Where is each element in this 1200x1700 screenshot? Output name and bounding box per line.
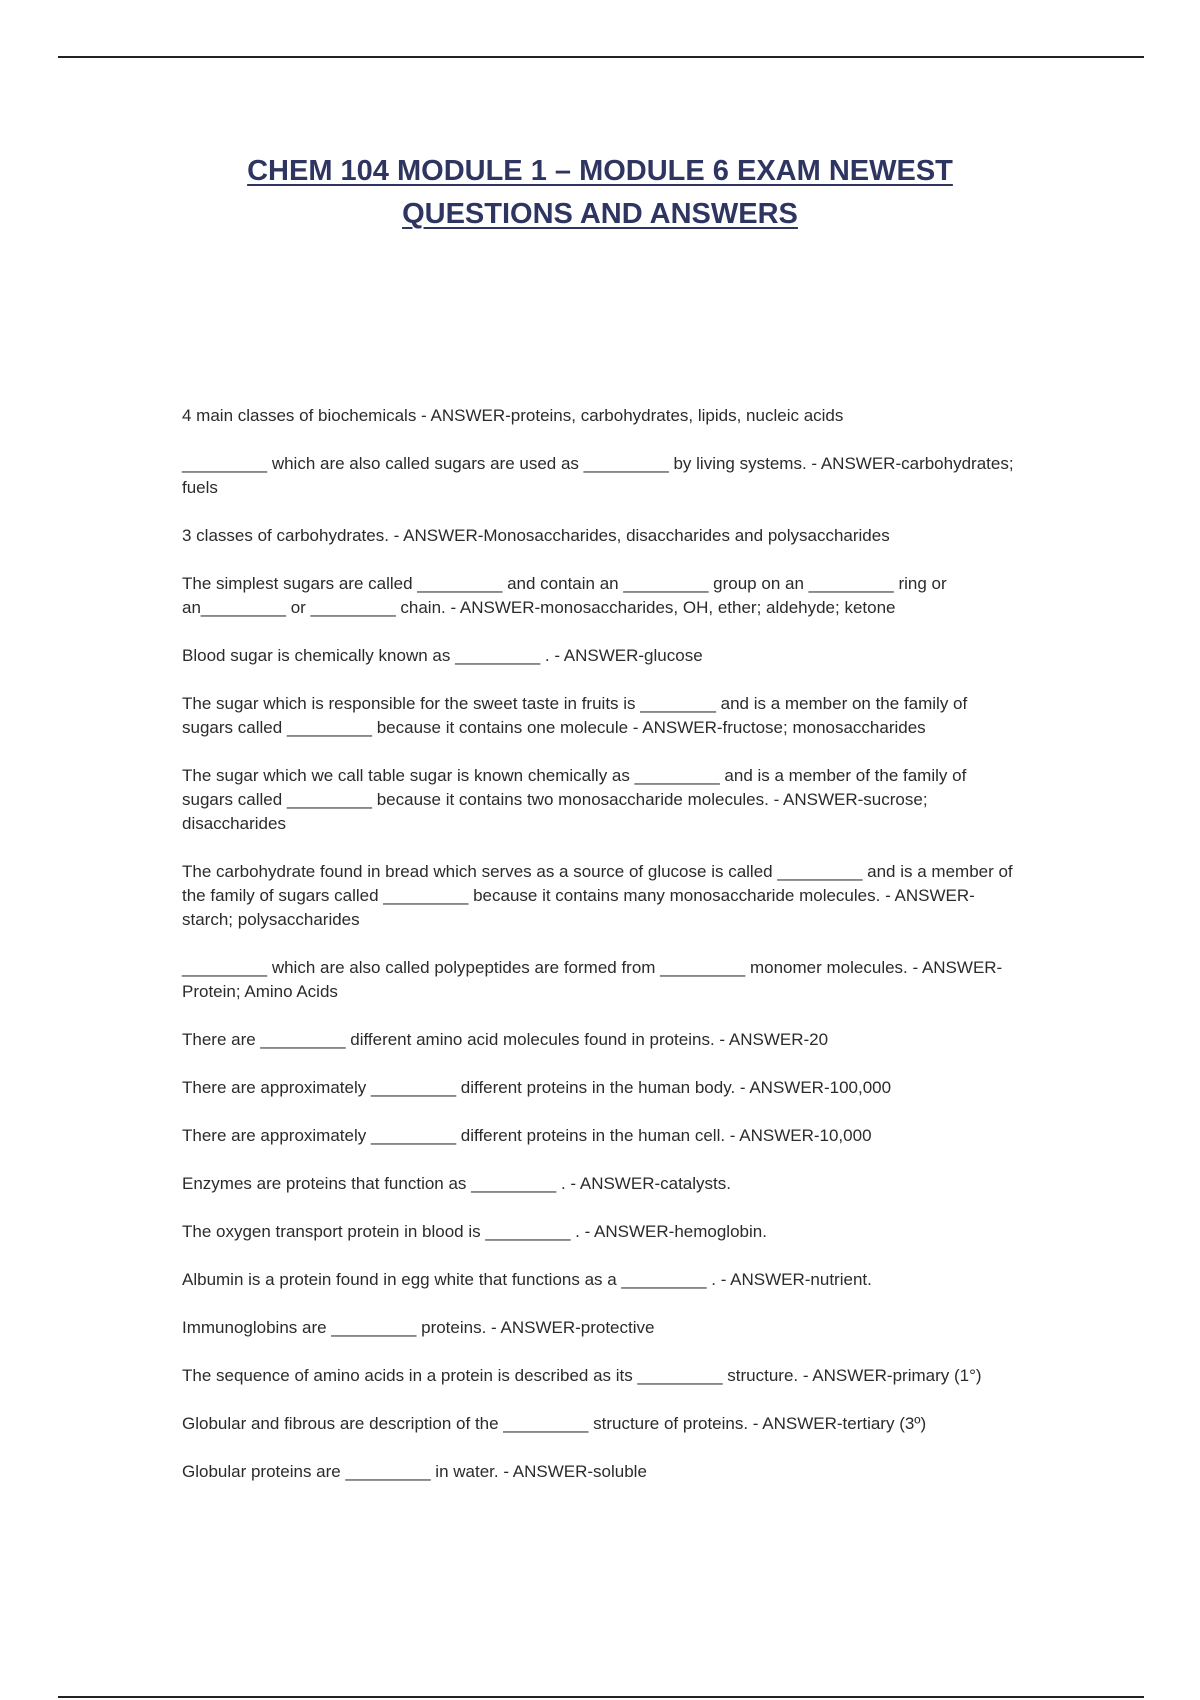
qa-item: Blood sugar is chemically known as _________ . - ANSWER-glucose (182, 646, 703, 665)
qa-item: Globular proteins are _________ in water. - ANSWER-soluble (182, 1462, 647, 1481)
qa-item: _________ which are also called sugars are used as _________ by living systems. - ANSWER-carbohydrates; fuels (182, 454, 1014, 497)
qa-item: There are approximately _________ different proteins in the human cell. - ANSWER-10,000 (182, 1126, 872, 1145)
title-line-1: CHEM 104 MODULE 1 – MODULE 6 EXAM NEWEST (247, 155, 953, 187)
qa-item: There are approximately _________ different proteins in the human body. - ANSWER-100,000 (182, 1078, 892, 1097)
qa-item: The sugar which we call table sugar is known chemically as _________ and is a member of the family of sugars called _________ because it contains two monosaccharide molecules. - ANSWER-sucrose; disaccharides (182, 766, 967, 833)
bottom-rule (58, 1696, 1144, 1698)
qa-item: Globular and fibrous are description of the _________ structure of proteins. - ANSWER-tertiary (3º) (182, 1414, 927, 1433)
qa-item: The sugar which is responsible for the sweet taste in fruits is ________ and is a member on the family of sugars called _________ because it contains one molecule - ANSWER-fructose; monosaccharides (182, 694, 968, 737)
qa-item: The carbohydrate found in bread which serves as a source of glucose is called _________ and is a member of the family of sugars called _________ because it contains many monosaccharide molecules. - ANSWER-starch; polysaccharides (182, 862, 1013, 929)
qa-item: The simplest sugars are called _________ and contain an _________ group on an _________ ring or an_________ or _________ chain. - ANSWER-monosaccharides, OH, ether; aldehyde; ketone (182, 574, 947, 617)
qa-item: _________ which are also called polypeptides are formed from _________ monomer molecules. - ANSWER-Protein; Amino Acids (182, 958, 1003, 1001)
qa-item: Enzymes are proteins that function as _________ . - ANSWER-catalysts. (182, 1174, 731, 1193)
qa-item: Immunoglobins are _________ proteins. - ANSWER-protective (182, 1318, 655, 1337)
top-rule (58, 56, 1144, 58)
qa-item: The sequence of amino acids in a protein is described as its _________ structure. - ANSWER-primary (1°) (182, 1366, 982, 1385)
qa-item: Albumin is a protein found in egg white that functions as a _________ . - ANSWER-nutrient. (182, 1270, 872, 1289)
title-line-2: QUESTIONS AND ANSWERS (402, 198, 798, 230)
qa-item: There are _________ different amino acid molecules found in proteins. - ANSWER-20 (182, 1030, 829, 1049)
qa-list (182, 404, 1022, 1508)
qa-item: The oxygen transport protein in blood is _________ . - ANSWER-hemoglobin. (182, 1222, 767, 1241)
document-title (0, 150, 1200, 236)
qa-item: 4 main classes of biochemicals - ANSWER-proteins, carbohydrates, lipids, nucleic acids (182, 406, 844, 425)
qa-item: 3 classes of carbohydrates. - ANSWER-Monosaccharides, disaccharides and polysaccharides (182, 526, 890, 545)
